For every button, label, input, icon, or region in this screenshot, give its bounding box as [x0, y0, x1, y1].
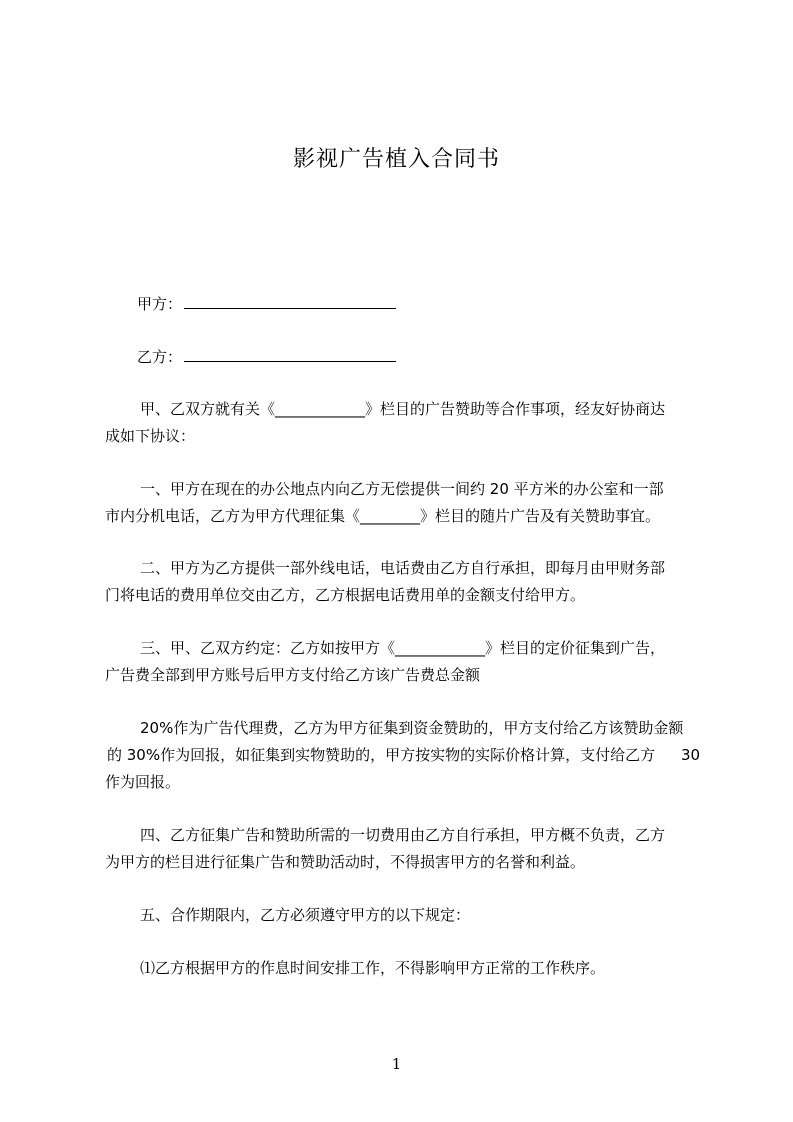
intro-line-2: 成如下协议： — [105, 427, 196, 445]
page-title: 影视广告植入合同书 — [292, 147, 500, 172]
clause-5-item-1: ⑴乙方根据甲方的作息时间安排工作，不得影响甲方正常的工作秩序。 — [140, 959, 606, 977]
clause-3b-line-2: 的 30%作为回报，如征集到实物赞助的，甲方按实物的实际价格计算，支付给乙方 — [107, 746, 656, 764]
party-b-line — [137, 345, 396, 367]
page-number: 1 — [391, 1055, 402, 1073]
clause-4-line-1: 四、乙方征集广告和赞助所需的一切费用由乙方自行承担，甲方概不负责，乙方 — [140, 826, 666, 844]
intro-line-1: 甲、乙双方就有关《____________》栏目的广告赞助等合作事项，经友好协商达 — [140, 400, 666, 418]
clause-3b-line-3: 作为回报。 — [105, 773, 181, 791]
clause-1-line-1: 一、甲方在现在的办公地点内向乙方无偿提供一间约 20 平方米的办公室和一部 — [140, 480, 664, 498]
party-a-line — [137, 292, 396, 314]
clause-5-line-1: 五、合作期限内，乙方必须遵守甲方的以下规定： — [140, 906, 471, 924]
party-b-label: 乙方： — [137, 348, 183, 366]
clause-1-line-2: 市内分机电话，乙方为甲方代理征集《________》栏目的随片广告及有关赞助事宜。 — [105, 507, 661, 525]
clause-4-line-2: 为甲方的栏目进行征集广告和赞助活动时，不得损害甲方的名誉和利益。 — [105, 853, 586, 871]
clause-2-line-2: 门将电话的费用单位交由乙方，乙方根据电话费用单的金额支付给甲方。 — [105, 586, 586, 604]
clause-3b-line-2-tail: 30 — [681, 746, 701, 764]
clause-2-line-1: 二、甲方为乙方提供一部外线电话，电话费由乙方自行承担，即每月由甲财务部 — [140, 559, 666, 577]
clause-3b-line-1: 20%作为广告代理费，乙方为甲方征集到资金赞助的，甲方支付给乙方该赞助金额 — [140, 719, 684, 737]
party-b-blank — [184, 345, 396, 362]
clause-3-line-2: 广告费全部到甲方账号后甲方支付给乙方该广告费总金额 — [105, 666, 481, 684]
clause-3-line-1: 三、甲、乙双方约定：乙方如按甲方《____________》栏目的定价征集到广告， — [140, 639, 666, 657]
party-a-blank — [184, 292, 396, 309]
party-a-label: 甲方： — [137, 295, 183, 313]
